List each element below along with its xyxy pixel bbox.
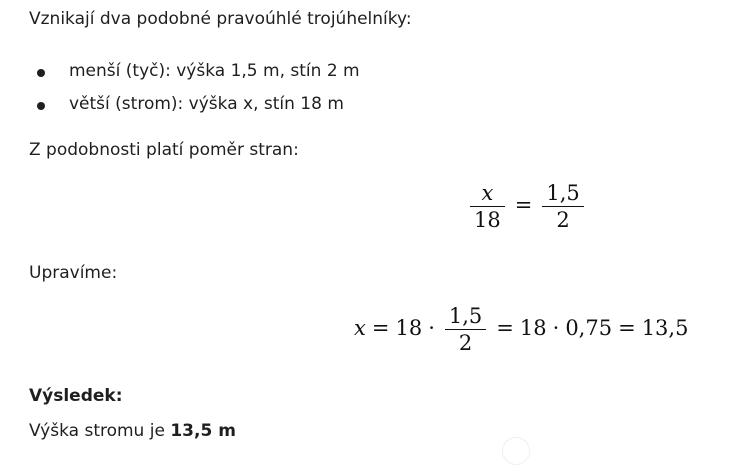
result-sentence: [29, 421, 236, 441]
list-bullet: [37, 69, 45, 77]
proportion-equation: [466, 180, 588, 233]
list-bullet: [37, 102, 45, 110]
factor-18: 18: [519, 316, 547, 341]
rhs-denominator: 2: [556, 208, 570, 233]
intro-text: Vznikají dva podobné pravoúhlé trojúhelníky:: [29, 9, 412, 29]
list-item: menší (tyč): výška 1,5 m, stín 2 m: [69, 61, 360, 81]
lhs-denominator: 18: [474, 208, 501, 233]
rhs-numerator: 1,5: [546, 181, 580, 205]
result-heading: Výsledek:: [29, 386, 123, 406]
fraction-denominator: 2: [458, 331, 473, 356]
solution-fraction: [445, 303, 486, 356]
lhs-fraction: [470, 180, 505, 233]
rhs-fraction: [542, 180, 583, 233]
result-value-math: 13,5: [641, 316, 689, 341]
lhs-numerator: x: [481, 181, 494, 205]
variable-x: x: [354, 316, 366, 341]
equals-sign: =: [496, 316, 514, 341]
adjust-text: Upravíme:: [29, 263, 118, 283]
factor-18: 18: [395, 316, 423, 341]
fraction-numerator: 1,5: [448, 304, 483, 328]
solution-equation: [354, 303, 688, 356]
multiply-dot: ·: [428, 316, 435, 341]
equals-sign: =: [618, 316, 636, 341]
equals-sign: =: [514, 193, 533, 218]
equals-sign: =: [371, 316, 390, 341]
list-item: větší (strom): výška x, stín 18 m: [69, 94, 344, 114]
factor-ratio: 0,75: [565, 316, 613, 341]
watermark-icon: [502, 437, 530, 465]
multiply-dot: ·: [552, 316, 560, 341]
ratio-intro-text: Z podobnosti platí poměr stran:: [29, 140, 299, 160]
result-text: Výška stromu je: [29, 421, 165, 441]
result-value: 13,5 m: [170, 421, 236, 441]
